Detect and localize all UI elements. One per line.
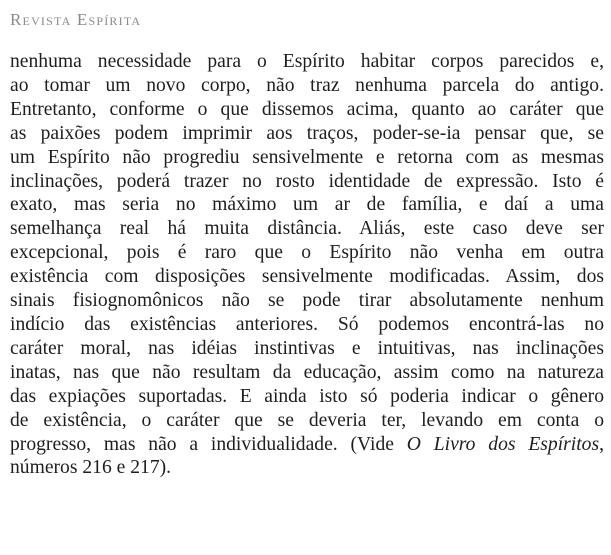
text-line: semelhança real há muita distância. Aliás, este caso deve ser <box>10 218 604 240</box>
text-line: existência com disposições sensivelmente modificadas. Assim, dos <box>10 266 604 288</box>
text-line: inatas, nas que não resultam da educação, assim como na natureza <box>10 361 604 383</box>
text-line-final: números 216 e 217). <box>10 457 172 479</box>
text-line: as paixões podem imprimir aos traços, poder-se-ia pensar que, se <box>10 122 604 144</box>
text-line: sinais fisiognomônicos não se pode tirar absolutamente nenhum <box>10 290 604 312</box>
text-line: ao tomar um novo corpo, não traz nenhuma parcela do antigo. <box>10 74 604 96</box>
text-line: Entretanto, conforme o que dissemos acima, quanto ao caráter que <box>10 98 604 120</box>
citation-prefix: progresso, mas não a individualidade. (Vide <box>10 433 407 455</box>
text-line-with-citation <box>10 433 604 457</box>
text-line: indício das existências anteriores. Só podemos encontrá-las no <box>10 313 604 335</box>
text-line: excepcional, pois é raro que o Espírito não venha em outra <box>10 242 604 264</box>
book-title: O Livro dos Espíritos <box>406 433 600 455</box>
article-paragraph <box>10 50 604 480</box>
text-line: de existência, o caráter que se deveria ter, levando em conta o <box>10 409 604 431</box>
text-line: das expiações suportadas. E ainda isto só poderia indicar o gênero <box>10 385 604 407</box>
citation-suffix: , <box>599 433 604 455</box>
text-line: um Espírito não progrediu sensivelmente e retorna com as mesmas <box>10 146 604 168</box>
running-head: Revista Espírita <box>10 10 142 29</box>
text-line: exato, mas seria no máximo um ar de família, e daí a uma <box>10 194 604 216</box>
text-line: caráter moral, nas idéias instintivas e intuitivas, nas inclinações <box>10 337 604 359</box>
text-line: nenhuma necessidade para o Espírito habitar corpos parecidos e, <box>10 51 604 72</box>
text-line: inclinações, poderá trazer no rosto identidade de expressão. Isto é <box>10 170 604 192</box>
